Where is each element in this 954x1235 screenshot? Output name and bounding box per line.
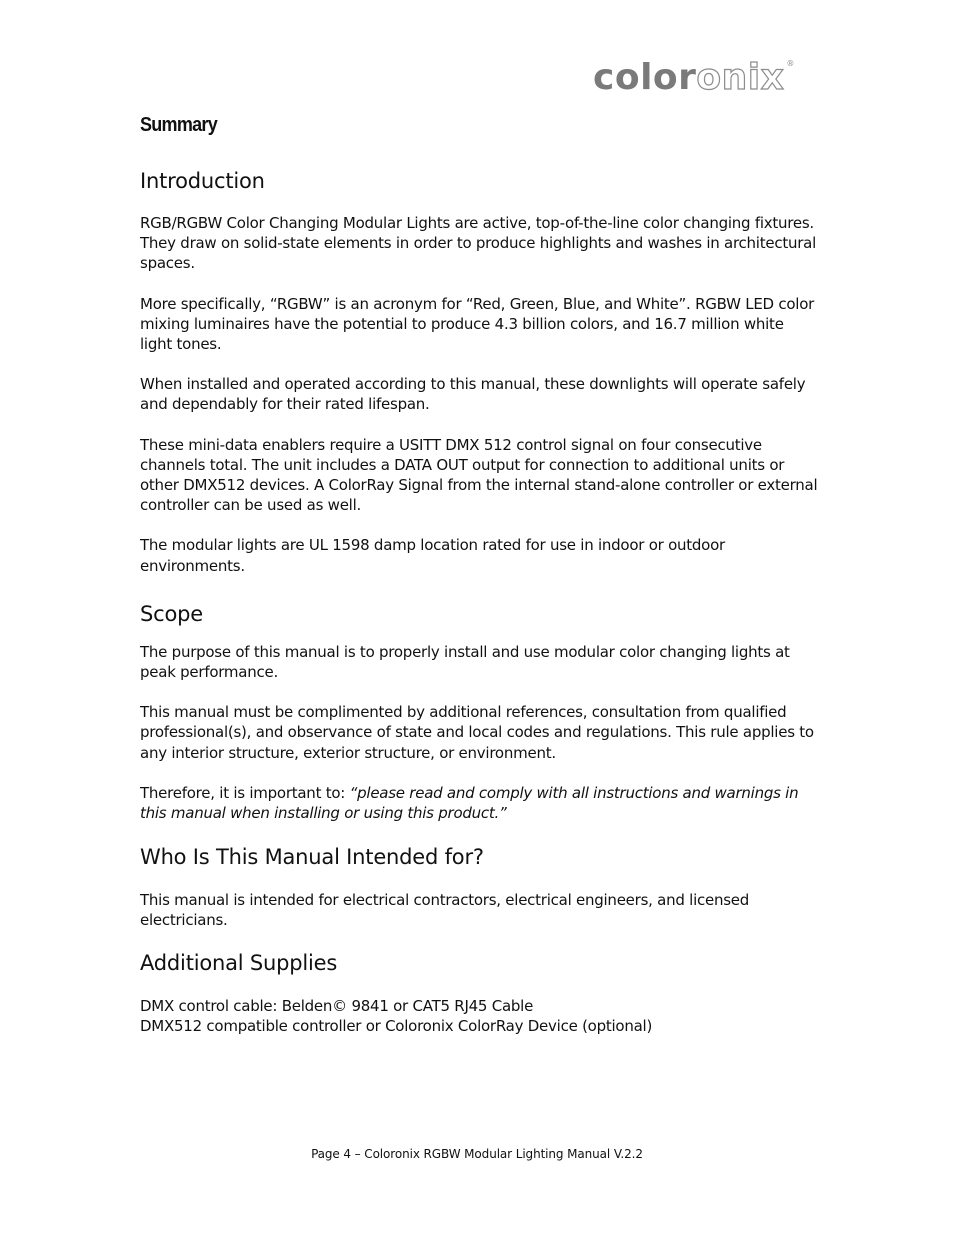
scope-paragraph-1: The purpose of this manual is to properly install and use modular color changing lights at peak performance. bbox=[140, 642, 790, 682]
intro-paragraph-4: These mini-data enablers require a USITT DMX 512 control signal on four consecutive channels total. The unit includes a DATA OUT output for connection to additional units or other DMX512 devices. A ColorRay Signal from the internal stand-alone controller or external controller can be used as well. bbox=[140, 435, 818, 515]
page-title: Summary bbox=[140, 114, 218, 136]
heading-scope: Scope bbox=[140, 601, 203, 626]
intro-paragraph-5: The modular lights are UL 1598 damp location rated for use in indoor or outdoor environments. bbox=[140, 536, 725, 575]
supplies-line-2: DMX512 compatible controller or Coloronix ColorRay Device (optional) bbox=[140, 1016, 653, 1035]
intro-paragraph-1: RGB/RGBW Color Changing Modular Lights are active, top-of-the-line color changing fixtures. They draw on solid-state elements in order to produce highlights and washes in architectural spaces. bbox=[140, 214, 816, 273]
scope-paragraph-3 bbox=[140, 783, 820, 823]
page-footer: Page 4 – Coloronix RGBW Modular Lighting Manual V.2.2 bbox=[311, 1147, 643, 1161]
therefore-quote: “please read and comply with all instructions and warnings in this manual when installing or using this product.” bbox=[140, 783, 799, 823]
logo-text-color: color bbox=[593, 57, 697, 98]
therefore-lead: Therefore, it is important to: bbox=[140, 783, 350, 802]
heading-introduction: Introduction bbox=[140, 169, 265, 193]
heading-additional-supplies: Additional Supplies bbox=[140, 950, 338, 975]
heading-intended-audience: Who Is This Manual Intended for? bbox=[140, 845, 484, 870]
intro-paragraph-2: More specifically, “RGBW” is an acronym for “Red, Green, Blue, and White”. RGBW LED color mixing luminaires have the potential to produce 4.3 billion colors, and 16.7 million white light tones. bbox=[140, 294, 815, 354]
audience-paragraph-1: This manual is intended for electrical contractors, electrical engineers, and licensed electricians. bbox=[140, 891, 750, 930]
scope-paragraph-2: This manual must be complimented by additional references, consultation from qualified professional(s), and observance of state and local codes and regulations. This rule applies to any interior structure, exterior structure, or environment. bbox=[140, 703, 814, 762]
logo-text-onix: onix bbox=[696, 57, 785, 98]
registered-mark: ® bbox=[786, 59, 795, 68]
supplies-line-1: DMX control cable: Belden© 9841 or CAT5 RJ45 Cable bbox=[140, 996, 534, 1015]
brand-logo bbox=[593, 57, 795, 98]
intro-paragraph-3: When installed and operated according to this manual, these downlights will operate safely and dependably for their rated lifespan. bbox=[140, 375, 806, 414]
document-body bbox=[140, 168, 820, 1036]
